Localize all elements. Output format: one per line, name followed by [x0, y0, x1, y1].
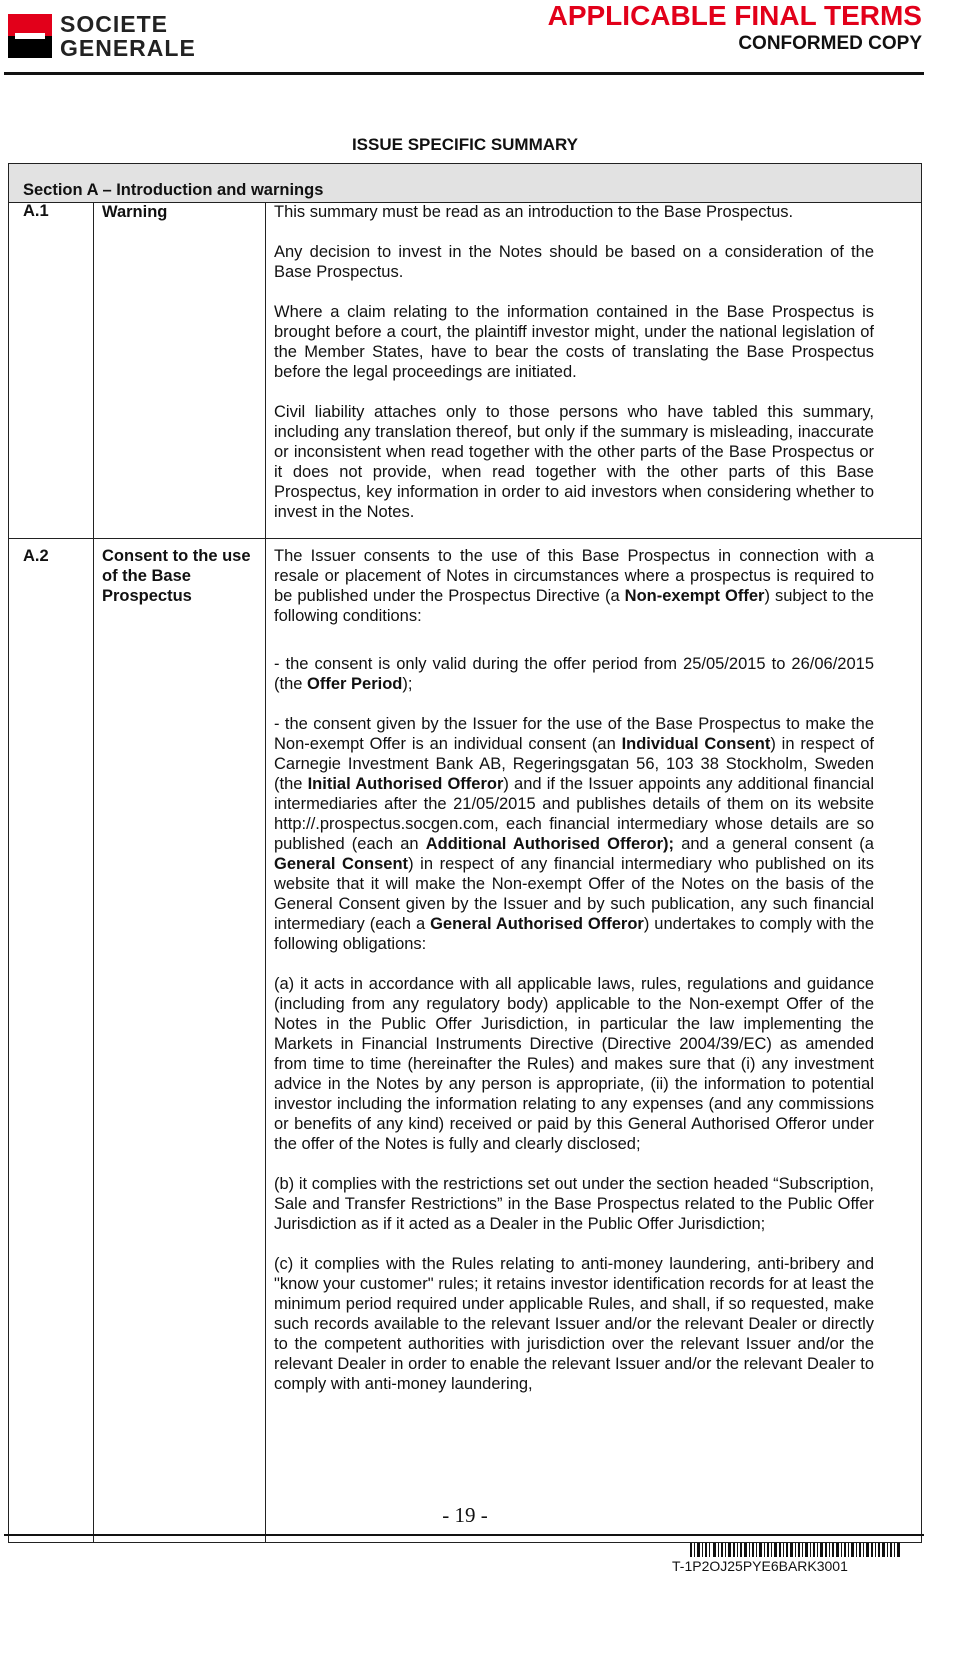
logo-line-2: GENERALE — [60, 35, 196, 61]
page-number: - 19 - — [442, 1503, 488, 1527]
societe-generale-logo — [8, 12, 238, 60]
document-title: APPLICABLE FINAL TERMS — [547, 0, 922, 31]
barcode-icon — [690, 1543, 900, 1557]
logo-line-1: SOCIETE — [60, 11, 168, 37]
paragraph: (c) it complies with the Rules relating to anti-money laundering, anti-bribery and "know your customer" rules; it retains investor identification records for at least the minimum period required under applicable Rules, and shall, if so requested, make such records available to the relevant Issuer and/or the relevant Dealer or directly to the competent authorities with jurisdiction over the relevant Issuer and/or the relevant Dealer in order to enable the relevant Issuer and/or the relevant Dealer to comply with anti-money laundering, — [274, 1255, 874, 1393]
row-id-a2: A.2 — [23, 547, 49, 565]
paragraph: - the consent given by the Issuer for the use of the Base Prospectus to make the Non-exempt Offer is an individual consent (an Individual Consent) in respect of Carnegie Investment Bank AB, Regeringsgatan 56, 103 38 Stockholm, Sweden (the Initial Authorised Offeror) and if the Issuer appoints any additional financial intermediaries after the 21/05/2015 and publishes details of them on its website http://.prospectus.socgen.com, each financial intermediary whose details are so published (each an Additional Authorised Offeror); and a general consent (a General Consent) in respect of any financial intermediary who published on its website that it will make the Non-exempt Offer of the Notes on the basis of the General Consent given by the Issuer and by such publication, any such financial intermediary (each a General Authorised Offeror) undertakes to comply with the following obligations: — [274, 715, 874, 953]
row-id-a1: A.1 — [23, 202, 49, 220]
page-header — [0, 0, 960, 78]
paragraph: Civil liability attaches only to those persons who have tabled this summary, including any translation thereof, but only if the summary is misleading, inaccurate or inconsistent when read together with the other parts of the Base Prospectus or it does not provide, when read together with the other parts of this Base Prospectus, key information in order to aid investors when considering whether to invest in the Notes. — [274, 403, 874, 521]
logo-wordmark — [60, 12, 196, 60]
section-heading: Section A – Introduction and warnings — [23, 181, 324, 199]
section-heading-row — [9, 164, 921, 203]
paragraph: This summary must be read as an introduction to the Base Prospectus. — [274, 203, 794, 221]
paragraph: The Issuer consents to the use of this Base Prospectus in connection with a resale or placement of Notes in circumstances where a prospectus is required to be published under the Prospectus Directive (a Non-exempt Offer) subject to the following conditions: — [274, 547, 874, 625]
footer-divider — [4, 1534, 924, 1536]
row-label-consent: Consent to the use of the Base Prospectus — [102, 547, 251, 605]
paragraph: (b) it complies with the restrictions set out under the section headed “Subscription, Sale and Transfer Restrictions” in the Base Prospectus related to the Public Offer Jurisdiction as if it acted as a Dealer in the Public Offer Jurisdiction; — [274, 1175, 874, 1233]
column-divider — [93, 203, 94, 1542]
row-body-a1 — [274, 202, 874, 542]
column-divider — [265, 203, 266, 1542]
header-divider — [4, 72, 924, 75]
logo-mark-icon — [8, 14, 52, 58]
document-subtitle: CONFORMED COPY — [738, 33, 922, 54]
summary-title: ISSUE SPECIFIC SUMMARY — [351, 135, 579, 154]
paragraph: - the consent is only valid during the offer period from 25/05/2015 to 26/06/2015 (the Offer Period); — [274, 655, 874, 693]
summary-table — [8, 163, 922, 1543]
row-body-a2 — [274, 546, 874, 1414]
document-code: T-1P2OJ25PYE6BARK3001 — [672, 1558, 848, 1574]
row-label-warning: Warning — [102, 203, 168, 221]
paragraph: Any decision to invest in the Notes should be based on a consideration of the Base Prospectus. — [274, 243, 874, 281]
paragraph: Where a claim relating to the information contained in the Base Prospectus is brought before a court, the plaintiff investor might, under the national legislation of the Member States, have to bear the costs of translating the Base Prospectus before the legal proceedings are initiated. — [274, 303, 874, 381]
paragraph: (a) it acts in accordance with all applicable laws, rules, regulations and guidance (including from any regulatory body) applicable to the Non-exempt Offer of the Notes in the Public Offer Jurisdiction, in particular the law implementing the Markets in Financial Instruments Directive (Directive 2004/39/EC) as amended from time to time (hereinafter the Rules) and makes sure that (i) any investment advice in the Notes by any person is appropriate, (ii) the information to potential investor including the information relating to any expenses (and any commissions or benefits of any kind) received or paid by this General Authorised Offeror under the offer of the Notes is fully and clearly disclosed; — [274, 975, 874, 1153]
